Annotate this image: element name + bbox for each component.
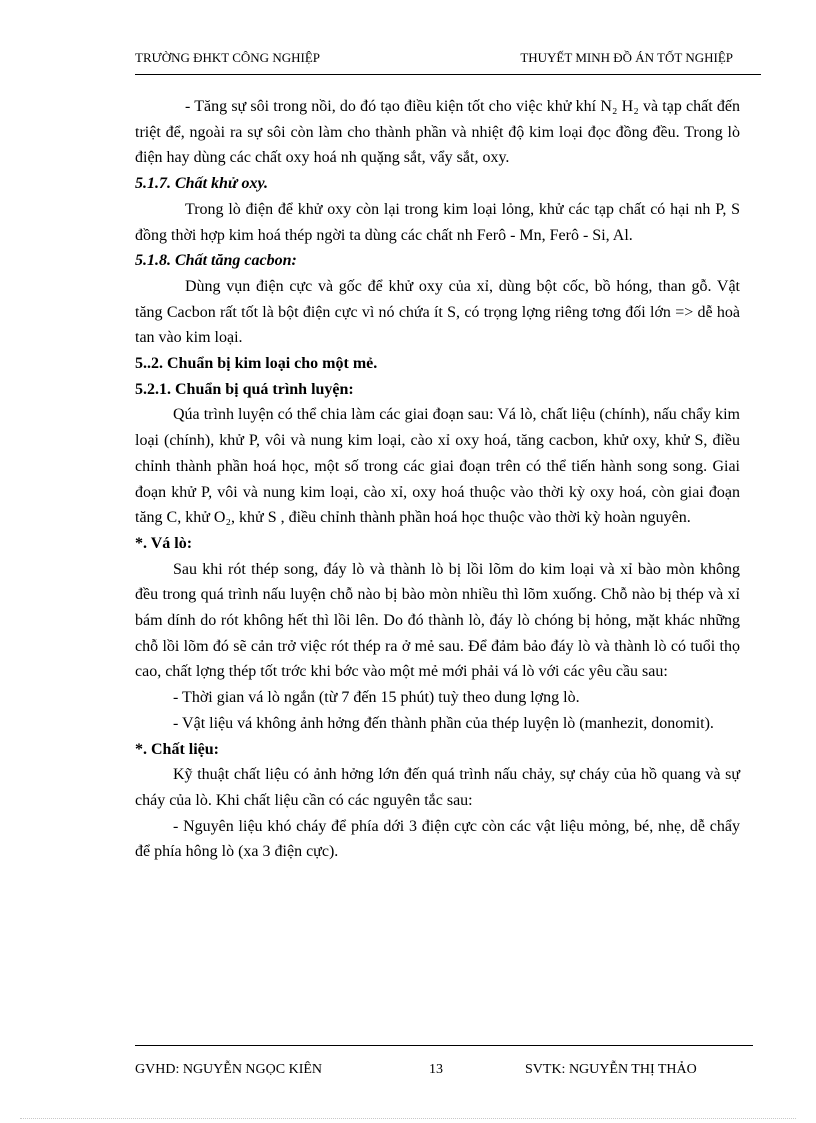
paragraph-oxidation: - Tăng sự sôi trong nồi, do đó tạo điều kiện tốt cho việc khử khí N₂ H₂ và tạp chất đến triệt để, ngoài ra sự sôi còn làm cho thành phần và nhiệt độ kim loại đọc đồng đều. Trong lò điện hay dùng các chất oxy hoá nh quặng sắt, vẩy sắt, oxy.	[135, 98, 740, 167]
footer-student: SVTK: NGUYỄN THỊ THẢO	[525, 1062, 697, 1077]
header-divider	[135, 74, 761, 75]
paragraph-charging-rule: - Nguyên liệu khó cháy để phía dới 3 điện cực còn các vật liệu mỏng, bé, nhẹ, dễ chẩy để phía hông lò (xa 3 điện cực).	[135, 817, 740, 861]
paragraph-carburizer: Dùng vụn điện cực và gốc để khử oxy của xỉ, dùng bột cốc, bồ hóng, than gỗ. Vật tăng Cacbon rất tốt là bột điện cực vì nó chứa ít S, có trọng lợng riêng tơng đối lớn => dễ hoà tan vào kim loại.	[135, 277, 740, 347]
paragraph-charging: Kỹ thuật chất liệu có ảnh hởng lớn đến quá trình nấu chảy, sự cháy của hồ quang và sự cháy của lò. Khi chất liệu cần có các nguyên tắc sau:	[135, 766, 740, 809]
paragraph-furnace-repair: Sau khi rót thép song, đáy lò và thành lò bị lồi lõm do kim loại và xỉ bào mòn không đều trong quá trình nấu luyện chỗ nào bị bào mòn nhiều thì lõm xuống. Chỗ nào bị thép và xỉ bám dính do rót không hết thì lồi lên. Do đó thành lò, đáy lò chóng bị hỏng, mặt khác những chỗ lồi lõm đó sẽ cản trở việc rót thép ra ở mẻ sau. Để đảm bảo đáy lò và thành lò có tuổi thọ cao, chất lợng thép tốt trớc khi bớc vào một mẻ mới phải vá lò với các yêu cầu sau:	[135, 560, 740, 681]
footer-supervisor: GVHD: NGUYỄN NGỌC KIÊN	[135, 1062, 323, 1077]
paragraph-repair-time: - Thời gian vá lò ngắn (từ 7 đến 15 phút) tuỳ theo dung lợng lò.	[173, 689, 580, 707]
page-footer	[135, 1062, 753, 1082]
page-number: 13	[429, 1062, 443, 1077]
section-heading-5-1-7: 5.1.7. Chất khử oxy.	[135, 175, 269, 193]
page-content	[135, 94, 740, 865]
page-header	[135, 50, 761, 70]
section-heading-5-2-1: 5.2.1. Chuẩn bị quá trình luyện:	[135, 380, 354, 398]
header-school: TRƯỜNG ĐHKT CÔNG NGHIỆP	[135, 50, 320, 65]
page-bottom-dotted-line	[20, 1118, 796, 1119]
header-document-title: THUYẾT MINH ĐỒ ÁN TỐT NGHIỆP	[520, 50, 733, 65]
section-heading-chat-lieu: *. Chất liệu:	[135, 740, 219, 758]
section-heading-5-1-8: 5.1.8. Chất tăng cacbon:	[135, 252, 297, 270]
section-heading-5-2: 5..2. Chuẩn bị kim loại cho một mẻ.	[135, 355, 378, 373]
paragraph-repair-material: - Vật liệu vá không ảnh hởng đến thành phần của thép luyện lò (manhezit, donomit).	[173, 714, 714, 732]
paragraph-smelting-stages: Qúa trình luyện có thể chia làm các giai đoạn sau: Vá lò, chất liệu (chính), nấu chẩy kim loại (chính), khử P, vôi và nung kim loại, cào xỉ oxy hoá, tăng cacbon, khử oxy, khử S, điều chỉnh thành phần hoá học, một số trong các giai đoạn trên có thể tiến hành song song. Giai đoạn khử P, vôi và nung kim loại, cào xỉ, oxy hoá thuộc vào thời kỳ oxy hoá, còn giai đoạn tăng C, khử O₂, khử S , điều chỉnh thành phần hoá học thuộc vào thời kỳ hoàn nguyên.	[135, 406, 740, 527]
footer-divider	[135, 1045, 753, 1046]
paragraph-deoxidizer: Trong lò điện để khử oxy còn lại trong kim loại lỏng, khử các tạp chất có hại nh P, S đồng thời hợp kim hoá thép ngời ta dùng các chất nh Ferô - Mn, Ferô - Si, Al.	[135, 200, 740, 244]
section-heading-va-lo: *. Vá lò:	[135, 534, 193, 552]
